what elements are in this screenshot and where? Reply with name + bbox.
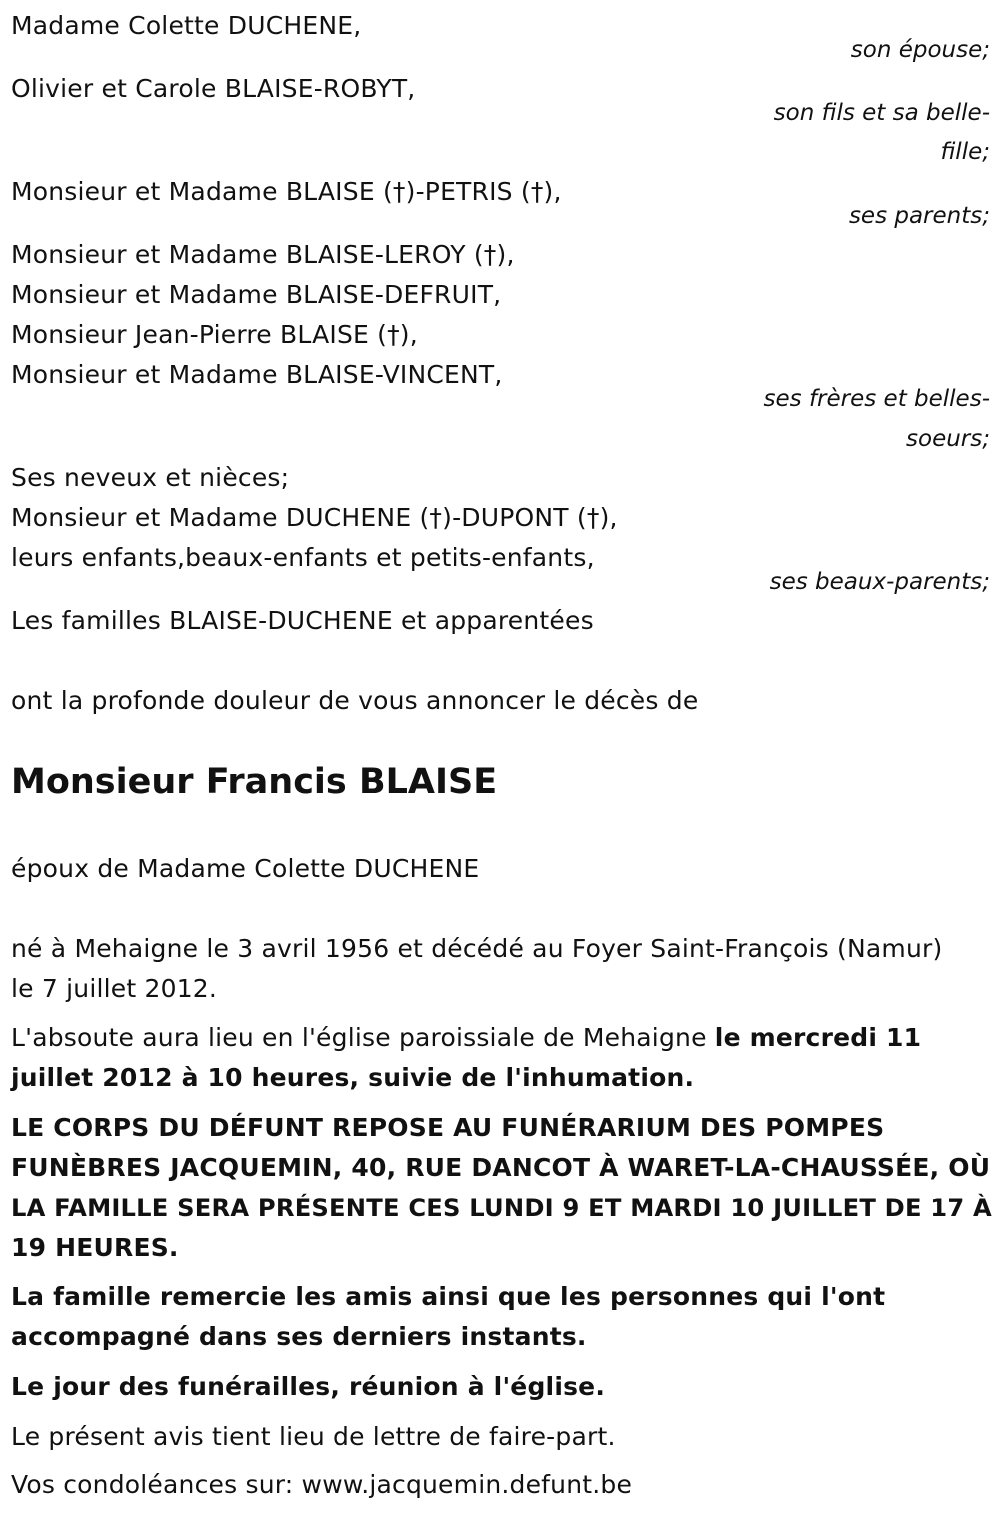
thanks-line: La famille remercie les amis ainsi que les personnes qui l'ont <box>11 1282 886 1311</box>
sibling-line: Monsieur Jean-Pierre BLAISE (†), <box>11 320 418 349</box>
spouse-of-line: époux de Madame Colette DUCHENE <box>11 854 480 883</box>
thanks-line: accompagné dans ses derniers instants. <box>11 1322 587 1351</box>
notice-line: Le présent avis tient lieu de lettre de faire-part. <box>11 1422 616 1451</box>
absoute-date-continued: juillet 2012 à 10 heures, suivie de l'inhumation. <box>11 1063 695 1092</box>
absoute-date: le mercredi 11 <box>714 1023 922 1052</box>
announcement-intro: ont la profonde douleur de vous annoncer le décès de <box>11 686 699 715</box>
birth-death-line-continued: le 7 juillet 2012. <box>11 974 218 1003</box>
inlaws-line: Monsieur et Madame DUCHENE (†)-DUPONT (†), <box>11 503 618 532</box>
condolences-line: Vos condoléances sur: www.jacquemin.defunt.be <box>11 1470 633 1499</box>
funerarium-line: LA FAMILLE SERA PRÉSENTE CES LUNDI 9 ET MARDI 10 JUILLET DE 17 À <box>11 1194 992 1222</box>
parents-role: ses parents; <box>848 203 990 229</box>
spouse-line: Madame Colette DUCHENE, <box>11 11 362 40</box>
absoute-text: L'absoute aura lieu en l'église paroissiale de Mehaigne <box>11 1023 715 1052</box>
funerarium-line: FUNÈBRES JACQUEMIN, 40, RUE DANCOT À WARET-LA-CHAUSSÉE, OÙ <box>11 1153 991 1182</box>
gathering-line: Le jour des funérailles, réunion à l'église. <box>11 1372 606 1401</box>
inlaws-role: ses beaux-parents; <box>769 569 990 595</box>
sibling-line: Monsieur et Madame BLAISE-LEROY (†), <box>11 240 515 269</box>
sibling-line: Monsieur et Madame BLAISE-DEFRUIT, <box>11 280 502 309</box>
son-line: Olivier et Carole BLAISE-ROBYT, <box>11 74 416 103</box>
inlaws-line: leurs enfants,beaux-enfants et petits-enfants, <box>11 543 595 572</box>
parents-line: Monsieur et Madame BLAISE (†)-PETRIS (†), <box>11 177 562 206</box>
absoute-line <box>11 1018 921 1058</box>
siblings-role-continued: soeurs; <box>906 426 990 452</box>
funerarium-line: 19 HEURES. <box>11 1233 179 1262</box>
spouse-role: son épouse; <box>850 37 990 63</box>
son-role: son fils et sa belle- <box>773 100 990 126</box>
deceased-name: Monsieur Francis BLAISE <box>11 762 498 802</box>
funerarium-line: LE CORPS DU DÉFUNT REPOSE AU FUNÉRARIUM DES POMPES <box>11 1113 885 1142</box>
birth-death-line: né à Mehaigne le 3 avril 1956 et décédé au Foyer Saint-François (Namur) <box>11 934 943 963</box>
siblings-role: ses frères et belles- <box>763 386 990 412</box>
sibling-line: Monsieur et Madame BLAISE-VINCENT, <box>11 360 503 389</box>
nephews-line: Ses neveux et nièces; <box>11 463 290 492</box>
son-role-continued: fille; <box>940 139 990 165</box>
families-line: Les familles BLAISE-DUCHENE et apparentées <box>11 606 594 635</box>
